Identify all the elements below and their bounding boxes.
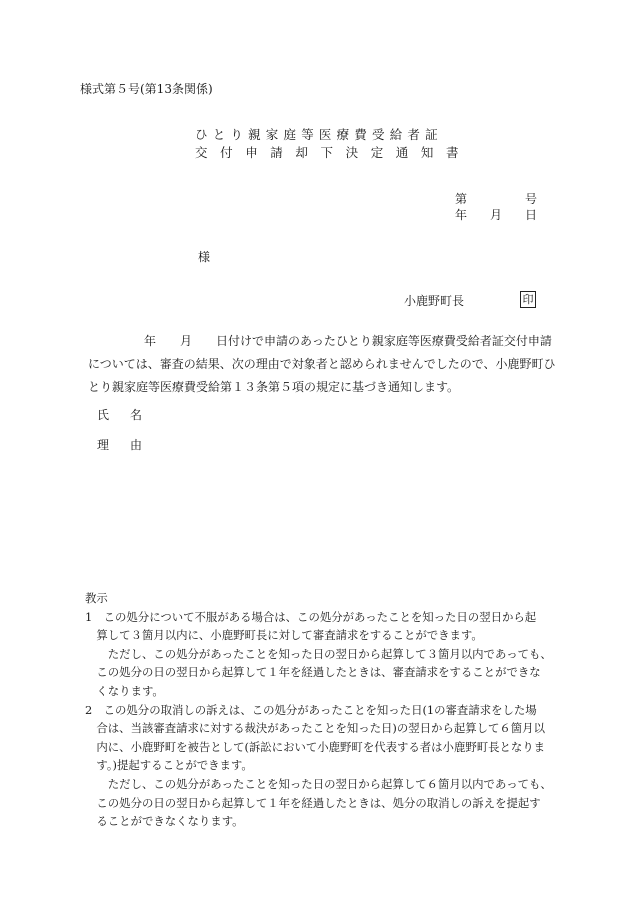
date-tsuki: 月	[490, 208, 503, 222]
notice-line: くなります。	[85, 683, 164, 698]
issuer-title: 小鹿野町長	[404, 294, 465, 308]
body-line-1	[88, 330, 552, 353]
notice-line: ただし、この処分があったことを知った日の翌日から起算して６箇月以内であっても、	[85, 776, 552, 791]
date-row	[0, 206, 630, 222]
body-line-3: とり親家庭等医療費受給第１３条第５項の規定に基づき通知します。	[88, 380, 460, 394]
notice-line: 1 この処分について不服がある場合は、この処分があったことを知った日の翌日から起	[85, 609, 537, 624]
notice-line: この処分の日の翌日から起算して１年を経過したときは、処分の取消しの訴えを提起す	[85, 795, 541, 810]
notice-line: ることができなくなります。	[85, 814, 244, 829]
field-reason-char2: 由	[130, 438, 143, 452]
addressee-suffix: 様	[198, 250, 211, 264]
body-paragraph	[88, 330, 556, 399]
document-title-line2: 交付申請却下決定通知書	[195, 145, 472, 160]
date-nen: 年	[455, 208, 468, 222]
notice-line: この処分の日の翌日から起算して１年を経過したときは、審査請求をすることができな	[85, 665, 541, 680]
field-name	[0, 406, 300, 422]
notice-line: 2 この処分の取消しの訴えは、この処分があったことを知った日(1の審査請求をした場	[85, 702, 537, 717]
notice-line: す。)提起することができます。	[85, 758, 253, 773]
date-hi: 日	[525, 208, 538, 222]
body-line-2: については、審査の結果、次の理由で対象者と認められませんでしたので、小鹿野町ひ	[88, 357, 556, 371]
field-reason-char1: 理	[97, 438, 110, 452]
doc-number-dai: 第	[455, 192, 468, 206]
field-name-char2: 名	[130, 408, 143, 422]
notice-line: 内に、小鹿野町を被告として(訴訟において小鹿野町を代表する者は小鹿野町長となりま	[85, 739, 546, 754]
field-reason	[0, 436, 300, 452]
doc-number-go: 号	[525, 192, 538, 206]
notice-heading: 教示	[85, 591, 108, 605]
field-name-char1: 氏	[97, 408, 110, 422]
body-tsuki: 月	[180, 334, 193, 348]
notice-line: ただし、この処分があったことを知った日の翌日から起算して３箇月以内であっても、	[85, 646, 552, 661]
seal-mark: 印	[520, 291, 536, 308]
form-number: 様式第５号(第13条関係)	[80, 82, 213, 96]
notice-section	[85, 589, 555, 831]
body-nen: 年	[144, 334, 157, 348]
notice-line: 合は、当該審査請求に対する裁決があったことを知った日)の翌日から起算して６箇月以	[85, 721, 545, 736]
document-title-line1: ひとり親家庭等医療費受給者証	[195, 127, 443, 142]
body-line1-rest: 日付けで申請のあったひとり親家庭等医療費受給者証交付申請	[216, 334, 552, 348]
notice-line: 算して３箇月以内に、小鹿野町長に対して審査請求をすることができます。	[85, 628, 483, 643]
document-number-row	[0, 190, 630, 206]
